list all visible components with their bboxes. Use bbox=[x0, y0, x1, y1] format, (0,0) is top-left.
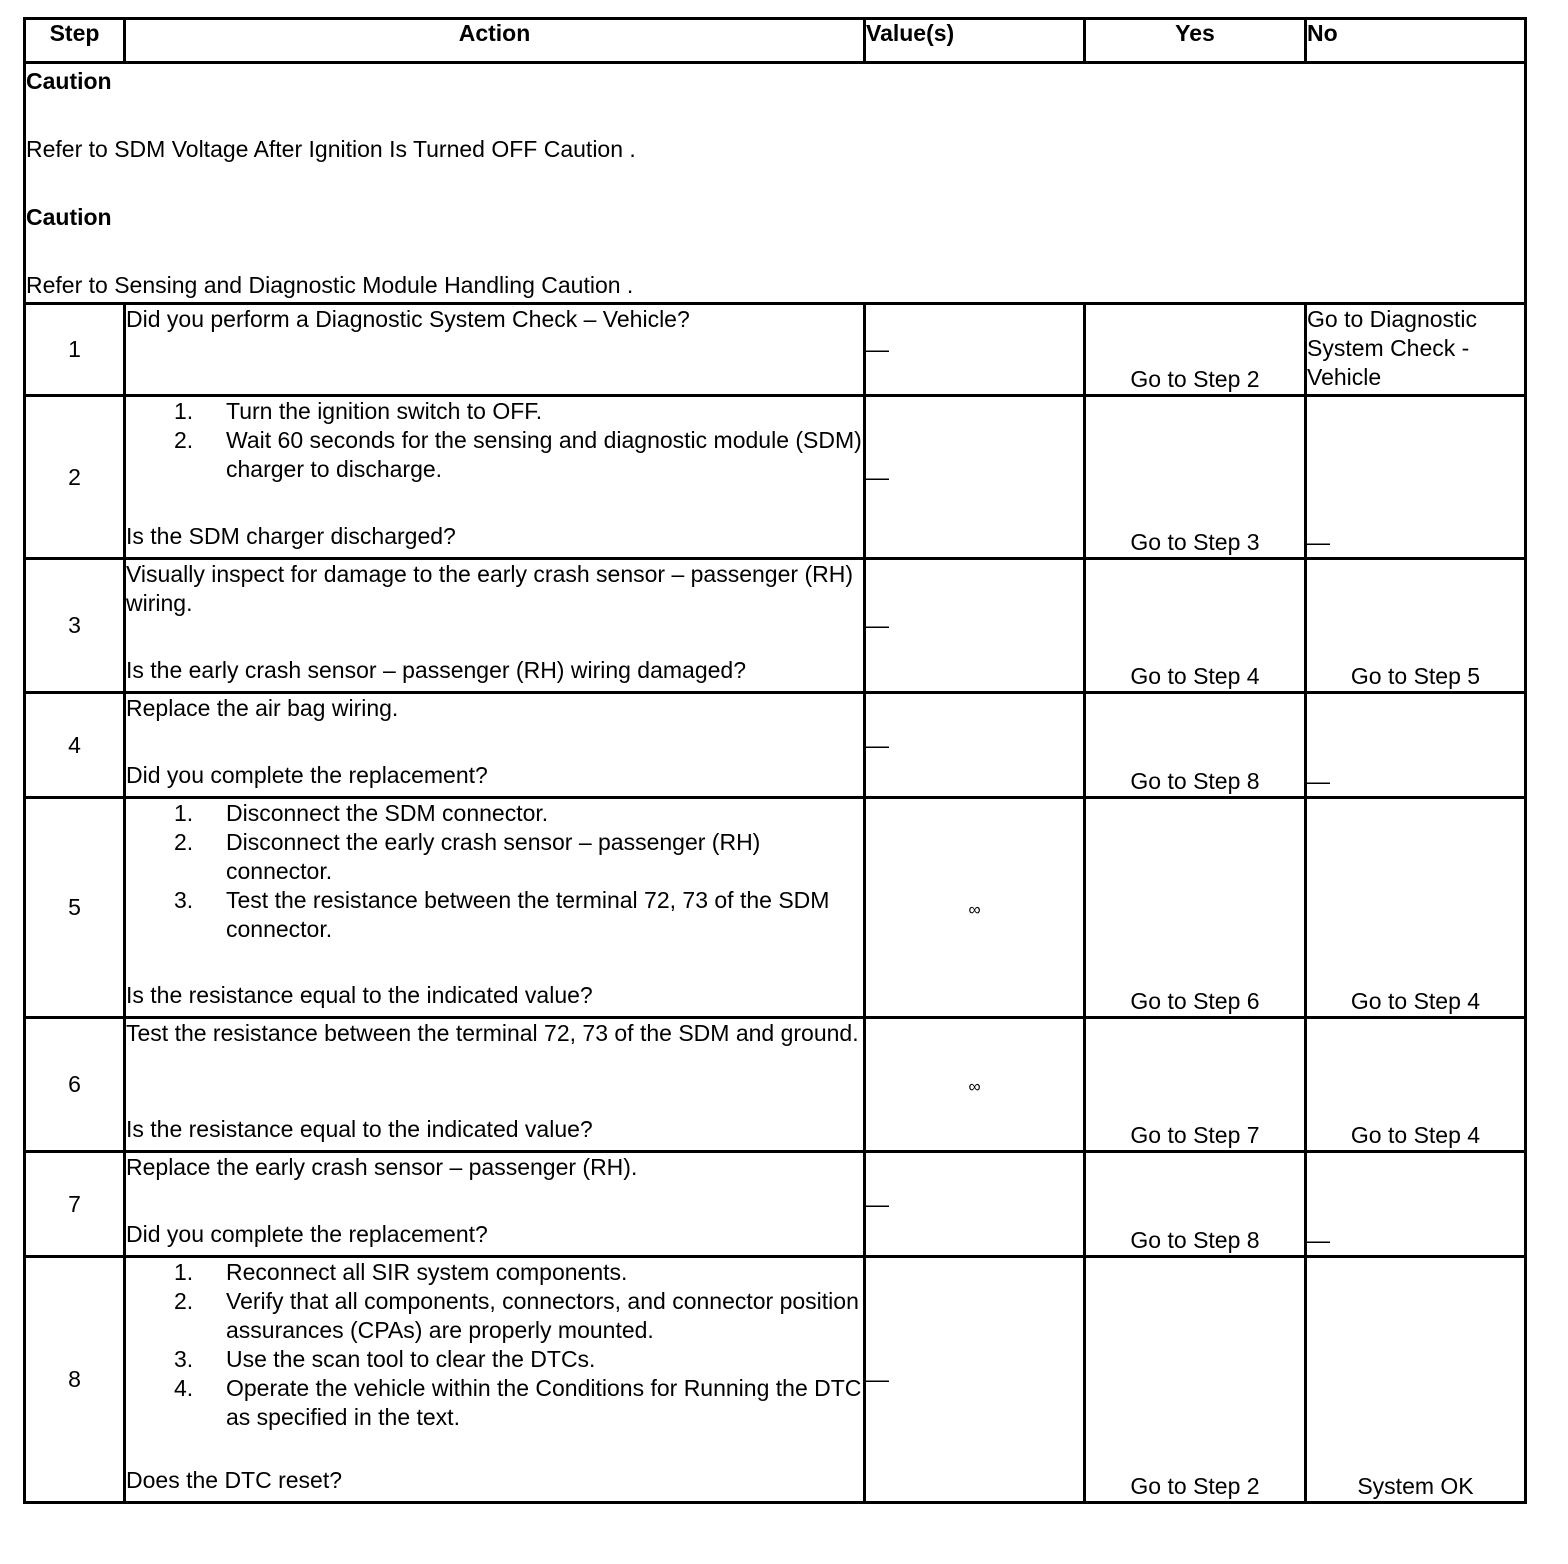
list-item-text: Use the scan tool to clear the DTCs. bbox=[226, 1346, 596, 1372]
list-item-text: Test the resistance between the terminal 72, 73 of the SDM connector. bbox=[226, 887, 830, 942]
caution-text: Refer to SDM Voltage After Ignition Is Turned OFF Caution . bbox=[26, 136, 636, 162]
header-action: Action bbox=[125, 19, 865, 63]
list-item bbox=[126, 1287, 863, 1345]
table-row bbox=[25, 1257, 1526, 1503]
list-item-number: 2. bbox=[174, 829, 194, 855]
no-cell: — bbox=[1306, 1152, 1526, 1257]
header-step: Step bbox=[25, 19, 125, 63]
yes-cell: Go to Step 7 bbox=[1085, 1018, 1306, 1152]
infinity-value: ∞ bbox=[968, 900, 981, 919]
list-item-text: Disconnect the SDM connector. bbox=[226, 800, 549, 826]
list-item-text: Wait 60 seconds for the sensing and diagnostic module (SDM) charger to discharge. bbox=[226, 427, 862, 482]
no-cell: — bbox=[1306, 396, 1526, 559]
diagnostic-table bbox=[23, 17, 1527, 1504]
table-row bbox=[25, 1018, 1526, 1152]
no-cell: — bbox=[1306, 693, 1526, 798]
value-cell bbox=[865, 304, 1085, 396]
action-text: Visually inspect for damage to the early crash sensor – passenger (RH) wiring. bbox=[126, 561, 853, 616]
step-number: 8 bbox=[25, 1257, 125, 1503]
action-cell bbox=[125, 559, 865, 693]
step-number: 2 bbox=[25, 396, 125, 559]
no-cell: Go to Diagnostic System Check - Vehicle bbox=[1306, 304, 1526, 396]
step-number: 6 bbox=[25, 1018, 125, 1152]
value-cell bbox=[865, 396, 1085, 559]
caution-row bbox=[25, 63, 1526, 304]
action-cell bbox=[125, 1257, 865, 1503]
no-cell: Go to Step 4 bbox=[1306, 1018, 1526, 1152]
yes-cell: Go to Step 6 bbox=[1085, 798, 1306, 1018]
list-item bbox=[126, 397, 863, 426]
value-cell bbox=[865, 559, 1085, 693]
table-row bbox=[25, 798, 1526, 1018]
procedure-list bbox=[126, 799, 863, 944]
dash-value: — bbox=[866, 336, 889, 362]
list-item-number: 3. bbox=[174, 887, 194, 913]
action-question: Is the resistance equal to the indicated value? bbox=[126, 982, 593, 1008]
action-question: Does the DTC reset? bbox=[126, 1467, 343, 1493]
list-item-text: Operate the vehicle within the Conditions for Running the DTC as specified in the text. bbox=[226, 1375, 862, 1430]
step-number: 1 bbox=[25, 304, 125, 396]
no-cell: Go to Step 4 bbox=[1306, 798, 1526, 1018]
list-item-number: 2. bbox=[174, 427, 194, 453]
action-cell bbox=[125, 1018, 865, 1152]
table-row bbox=[25, 693, 1526, 798]
list-item-number: 3. bbox=[174, 1346, 194, 1372]
procedure-list bbox=[126, 397, 863, 484]
list-item-text: Disconnect the early crash sensor – passenger (RH) connector. bbox=[226, 829, 761, 884]
list-item-text: Verify that all components, connectors, and connector position assurances (CPAs) are properly mounted. bbox=[226, 1288, 859, 1343]
action-question: Is the early crash sensor – passenger (RH) wiring damaged? bbox=[126, 657, 747, 683]
list-item-text: Turn the ignition switch to OFF. bbox=[226, 398, 543, 424]
action-text: Test the resistance between the terminal 72, 73 of the SDM and ground. bbox=[126, 1020, 859, 1046]
dash-value: — bbox=[866, 1190, 889, 1217]
caution-title: Caution bbox=[26, 68, 112, 94]
list-item-text: Reconnect all SIR system components. bbox=[226, 1259, 628, 1285]
table-row bbox=[25, 304, 1526, 396]
step-number: 4 bbox=[25, 693, 125, 798]
list-item bbox=[126, 886, 863, 944]
list-item bbox=[126, 1374, 863, 1432]
step-number: 7 bbox=[25, 1152, 125, 1257]
yes-cell: Go to Step 2 bbox=[1085, 304, 1306, 396]
header-values: Value(s) bbox=[865, 19, 1085, 63]
action-text: Replace the early crash sensor – passenger (RH). bbox=[126, 1154, 638, 1180]
dash-value: — bbox=[866, 463, 889, 490]
action-text: Did you perform a Diagnostic System Check – Vehicle? bbox=[126, 306, 690, 332]
value-cell bbox=[865, 1257, 1085, 1503]
list-item-number: 4. bbox=[174, 1375, 194, 1401]
no-cell: System OK bbox=[1306, 1257, 1526, 1503]
action-question: Did you complete the replacement? bbox=[126, 762, 488, 788]
action-text: Replace the air bag wiring. bbox=[126, 695, 399, 721]
table-row bbox=[25, 1152, 1526, 1257]
value-cell bbox=[865, 693, 1085, 798]
table-row bbox=[25, 559, 1526, 693]
caution-title: Caution bbox=[26, 204, 112, 230]
list-item bbox=[126, 799, 863, 828]
value-cell bbox=[865, 798, 1085, 1018]
action-cell bbox=[125, 304, 865, 396]
caution-text: Refer to Sensing and Diagnostic Module Handling Caution . bbox=[26, 272, 634, 298]
dash-value: — bbox=[866, 1366, 889, 1392]
action-cell bbox=[125, 693, 865, 798]
step-number: 3 bbox=[25, 559, 125, 693]
dash-value: — bbox=[866, 731, 889, 758]
yes-cell: Go to Step 8 bbox=[1085, 693, 1306, 798]
yes-cell: Go to Step 4 bbox=[1085, 559, 1306, 693]
action-question: Is the resistance equal to the indicated value? bbox=[126, 1116, 593, 1142]
yes-cell: Go to Step 8 bbox=[1085, 1152, 1306, 1257]
list-item bbox=[126, 426, 863, 484]
action-cell bbox=[125, 798, 865, 1018]
procedure-list bbox=[126, 1258, 863, 1432]
list-item-number: 1. bbox=[174, 398, 194, 424]
list-item bbox=[126, 1345, 863, 1374]
no-cell: Go to Step 5 bbox=[1306, 559, 1526, 693]
action-cell bbox=[125, 1152, 865, 1257]
action-question: Is the SDM charger discharged? bbox=[126, 523, 456, 549]
list-item bbox=[126, 828, 863, 886]
value-cell bbox=[865, 1018, 1085, 1152]
yes-cell: Go to Step 2 bbox=[1085, 1257, 1306, 1503]
list-item bbox=[126, 1258, 863, 1287]
header-row bbox=[25, 19, 1526, 63]
value-cell bbox=[865, 1152, 1085, 1257]
table-row bbox=[25, 396, 1526, 559]
caution-cell bbox=[25, 63, 1526, 304]
infinity-value: ∞ bbox=[968, 1077, 981, 1096]
header-yes: Yes bbox=[1085, 19, 1306, 63]
dash-value: — bbox=[866, 612, 889, 638]
header-no: No bbox=[1306, 19, 1526, 63]
list-item-number: 2. bbox=[174, 1288, 194, 1314]
step-number: 5 bbox=[25, 798, 125, 1018]
list-item-number: 1. bbox=[174, 1259, 194, 1285]
list-item-number: 1. bbox=[174, 800, 194, 826]
action-cell bbox=[125, 396, 865, 559]
action-question: Did you complete the replacement? bbox=[126, 1221, 488, 1247]
yes-cell: Go to Step 3 bbox=[1085, 396, 1306, 559]
